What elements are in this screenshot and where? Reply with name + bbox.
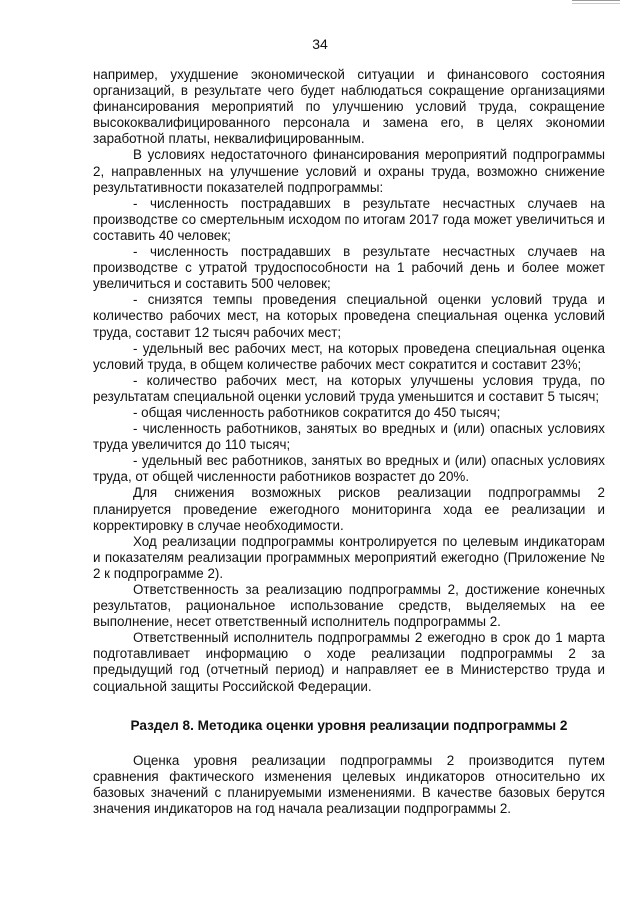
paragraph: - численность пострадавших в результате несчастных случаев на производстве со смертельным исходом по итогам 2017 года может увеличиться и составить 40 человек; xyxy=(93,195,605,243)
page-number: 34 xyxy=(312,36,328,52)
paragraph: - снизятся темпы проведения специальной оценки условий труда и количество рабочих мест, на которых проведена специальная оценка условий труда, составит 12 тысяч рабочих мест; xyxy=(93,292,605,340)
paragraph: Для снижения возможных рисков реализации подпрограммы 2 планируется проведение ежегодного мониторинга хода ее реализации и корректировку в случае необходимости. xyxy=(93,485,605,533)
paragraphs-before-section xyxy=(93,67,605,695)
section-heading: Раздел 8. Методика оценки уровня реализации подпрограммы 2 xyxy=(130,717,568,733)
paragraphs-after-section xyxy=(93,753,605,817)
paragraph: В условиях недостаточного финансирования мероприятий подпрограммы 2, направленных на улучшение условий и охраны труда, возможно снижение результативности показателей подпрограммы: xyxy=(93,147,605,195)
paragraph: Ответственный исполнитель подпрограммы 2 ежегодно в срок до 1 марта подготавливает информацию о ходе реализации подпрограммы 2 за предыдущий год (отчетный период) и направляет ее в Министерство труда и социальной защиты Российской Федерации. xyxy=(93,630,605,694)
paragraph: - удельный вес рабочих мест, на которых проведена специальная оценка условий труда, в общем количестве рабочих мест сократится и составит 23%; xyxy=(93,340,605,372)
paragraph: - количество рабочих мест, на которых улучшены условия труда, по результатам специальной оценки условий труда уменьшится и составит 5 тысяч; xyxy=(93,372,605,404)
paragraph: - удельный вес работников, занятых во вредных и (или) опасных условиях труда, от общей численности работников возрастет до 20%. xyxy=(93,453,605,485)
paragraph: - численность пострадавших в результате несчастных случаев на производстве с утратой трудоспособности на 1 рабочий день и более может увеличиться и составить 500 человек; xyxy=(93,244,605,292)
paragraph: - численность работников, занятых во вредных и (или) опасных условиях труда увеличится до 110 тысяч; xyxy=(93,421,605,453)
paragraph: Ответственность за реализацию подпрограммы 2, достижение конечных результатов, рациональное использование средств, выделяемых на ее выполнение, несет ответственный исполнитель подпрограммы 2. xyxy=(93,582,605,630)
scan-corner-mark xyxy=(572,0,620,4)
document-body xyxy=(93,67,605,817)
paragraph: например, ухудшение экономической ситуации и финансового состояния организаций, в результате чего будет наблюдаться сокращение организациями финансирования мероприятий по улучшению условий труда, сокращение высококвалифицированного персонала и замена его, в целях экономии заработной платы, неквалифицированным. xyxy=(93,67,605,147)
paragraph: - общая численность работников сократится до 450 тысяч; xyxy=(133,404,501,420)
paragraph: Ход реализации подпрограммы контролируется по целевым индикаторам и показателям реализации программных мероприятий ежегодно (Приложение № 2 к подпрограмме 2). xyxy=(93,533,605,581)
paragraph: Оценка уровня реализации подпрограммы 2 производится путем сравнения фактического изменения целевых индикаторов относительно их базовых значений с планируемыми изменениями. В качестве базовых берутся значения индикаторов на год начала реализации подпрограммы 2. xyxy=(93,752,605,816)
